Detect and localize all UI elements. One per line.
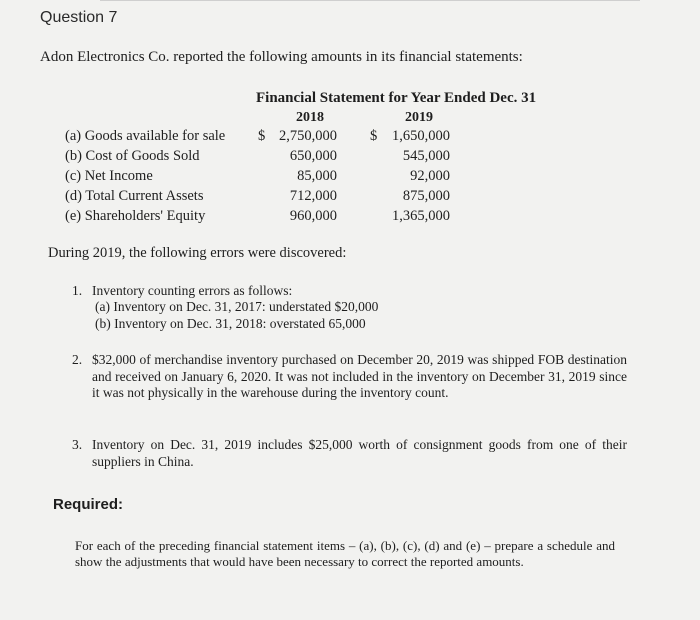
intro-text: Adon Electronics Co. reported the following amounts in its financial statements: (40, 49, 523, 65)
currency-symbol: $ (370, 128, 378, 144)
row-label: (e) Shareholders' Equity (65, 208, 206, 224)
value-2019: 1,650,000 (392, 128, 450, 144)
item-number: 2. (72, 352, 83, 367)
error-subitem-b: (b) Inventory on Dec. 31, 2018: overstated 65,000 (95, 316, 366, 331)
item-number: 3. (72, 437, 83, 452)
row-label: (d) Total Current Assets (65, 188, 204, 204)
error-subitem-a: (a) Inventory on Dec. 31, 2017: understated $20,000 (95, 299, 379, 314)
row-label: (b) Cost of Goods Sold (65, 148, 200, 164)
value-2018: 712,000 (289, 188, 337, 204)
value-2019: 1,365,000 (392, 208, 450, 224)
table-row (65, 128, 465, 148)
item-number: 1. (72, 283, 83, 298)
value-2018: 85,000 (297, 168, 337, 184)
row-label: (c) Net Income (65, 168, 153, 184)
required-text: For each of the preceding financial statement items – (a), (b), (c), (d) and (e) – prepare a schedule and show the adjustments that would have been necessary to correct the reported amounts. (75, 538, 615, 569)
required-heading: Required: (53, 496, 124, 513)
top-divider (100, 0, 640, 1)
value-2019: 92,000 (410, 168, 450, 184)
table-row (65, 208, 465, 228)
table-row (65, 168, 465, 188)
table-row (65, 188, 465, 208)
item-text: $32,000 of merchandise inventory purchased on December 20, 2019 was shipped FOB destination and received on January 6, 2020. It was not included in the inventory on December 31, 2019 since it was not physically in the warehouse during the inventory count. (92, 352, 627, 400)
value-2019: 545,000 (402, 148, 450, 164)
year-2019-header: 2019 (405, 110, 433, 125)
value-2018: 2,750,000 (279, 128, 337, 144)
statement-title: Financial Statement for Year Ended Dec. 31 (256, 90, 537, 106)
currency-symbol: $ (258, 128, 266, 144)
year-2018-header: 2018 (296, 110, 324, 125)
value-2019: 875,000 (402, 188, 450, 204)
item-text: Inventory on Dec. 31, 2019 includes $25,000 worth of consignment goods from one of their suppliers in China. (92, 437, 627, 469)
value-2018: 960,000 (289, 208, 337, 224)
errors-intro: During 2019, the following errors were discovered: (48, 245, 347, 261)
value-2018: 650,000 (289, 148, 337, 164)
question-title: Question 7 (40, 9, 118, 26)
item-text: Inventory counting errors as follows: (92, 283, 293, 298)
row-label: (a) Goods available for sale (65, 128, 226, 144)
table-row (65, 148, 465, 168)
